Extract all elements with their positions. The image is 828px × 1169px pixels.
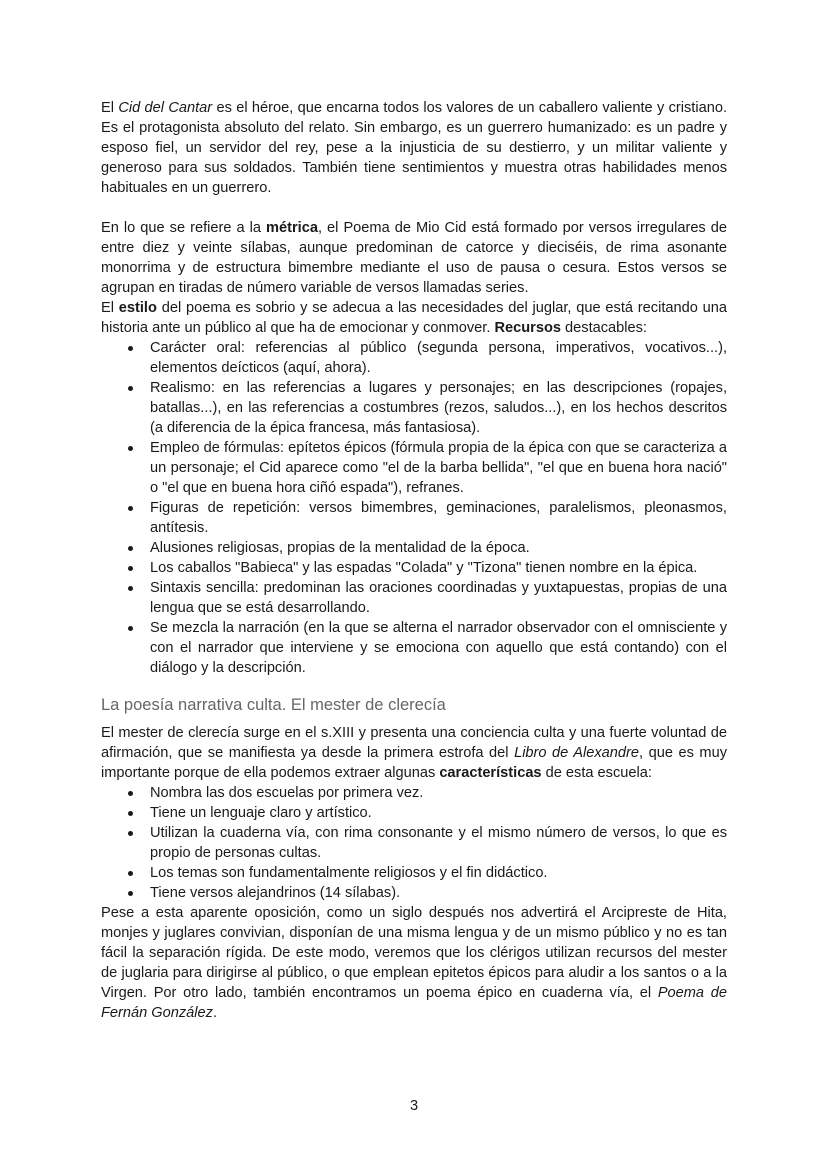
paragraph-cid-hero xyxy=(101,98,727,198)
list-item: Tiene un lenguaje claro y artístico. xyxy=(101,803,727,823)
list-item: Figuras de repetición: versos bimembres, geminaciones, paralelismos, pleonasmos, antítesis. xyxy=(101,498,727,538)
text-run: El mester de clerecía surge en el s.XIII y presenta una conciencia culta y una fuerte voluntad de afirmación, que se manifiesta ya desde la primera estrofa del xyxy=(101,725,727,761)
text-run: , que es muy importante porque de ella podemos extraer algunas xyxy=(101,745,728,781)
bold-term: métrica xyxy=(266,220,318,236)
section-heading: La poesía narrativa culta. El mester de clerecía xyxy=(101,696,446,714)
document-page xyxy=(101,98,727,1023)
text-run: Pese a esta aparente oposición, como un siglo después nos advertirá el Arcipreste de Hita, monjes y juglares convivian, disponían de una misma lengua y de un mismo público y no es tan fácil la separación rígida. De este modo, veremos que los clérigos utilizan recursos del mester de juglaria para dirigirse al público, o que emplean epitetos épicos para aludir a los santos o a la Virgen. Por otro lado, también encontramos un poema épico en cuaderna vía, el xyxy=(101,905,727,1001)
paragraph-oposicion xyxy=(101,903,727,1023)
text-run: , el Poema de Mio Cid está formado por versos irregulares de entre diez y veinte sílabas, aunque predominan de catorce y dieciséis, de rima asonante monorrima y de estructura bimembre mediante el uso de pausa o cesura. Estos versos se agrupan en tiradas de número variable de versos llamadas series. xyxy=(101,220,727,296)
bold-term: características xyxy=(439,765,542,781)
list-item: Alusiones religiosas, propias de la mentalidad de la época. xyxy=(101,538,727,558)
list-item: Utilizan la cuaderna vía, con rima consonante y el mismo número de versos, lo que es propio de personas cultas. xyxy=(101,823,727,863)
text-run: destacables: xyxy=(560,320,647,336)
list-item: Realismo: en las referencias a lugares y personajes; en las descripciones (ropajes, batallas...), en las referencias a costumbres (rezos, saludos...), en los hechos descritos (a diferencia de la épica francesa, más fantasiosa). xyxy=(101,378,727,438)
recursos-list xyxy=(101,338,727,678)
list-item: Nombra las dos escuelas por primera vez. xyxy=(101,783,727,803)
list-item: Empleo de fórmulas: epítetos épicos (fórmula propia de la épica con que se caracteriza a un personaje; el Cid aparece como "el de la barba bellida", "el que en buena hora nació" o "el que en buena hora ciñó espada"), refranes. xyxy=(101,438,727,498)
text-run: de esta escuela: xyxy=(541,765,652,781)
list-item: Tiene versos alejandrinos (14 sílabas). xyxy=(101,883,727,903)
paragraph-estilo xyxy=(101,298,727,338)
list-item: Carácter oral: referencias al público (segunda persona, imperativos, vocativos...), elementos deícticos (aquí, ahora). xyxy=(101,338,727,378)
text-run: En lo que se refiere a la xyxy=(101,220,267,236)
list-item: Se mezcla la narración (en la que se alterna el narrador observador con el omnisciente y con el narrador que interviene y se emociona con aquello que está contando) con el diálogo y la descripción. xyxy=(101,618,727,678)
text-run: . xyxy=(212,1005,218,1021)
italic-title: Cid del Cantar xyxy=(118,100,213,116)
list-item: Sintaxis sencilla: predominan las oraciones coordinadas y yuxtapuestas, propias de una lengua que se está desarrollando. xyxy=(101,578,727,618)
italic-title: Libro de Alexandre xyxy=(514,745,640,761)
bold-term: estilo xyxy=(118,300,157,316)
caracteristicas-list xyxy=(101,783,727,903)
list-item: Los temas son fundamentalmente religiosos y el fin didáctico. xyxy=(101,863,727,883)
paragraph-clerecia xyxy=(101,723,727,783)
text-run: El xyxy=(101,300,119,316)
list-item: Los caballos "Babieca" y las espadas "Colada" y "Tizona" tienen nombre en la épica. xyxy=(101,558,727,578)
italic-title: Poema de Fernán González xyxy=(101,985,728,1021)
text-run: El xyxy=(101,100,119,116)
paragraph-metrica xyxy=(101,218,727,298)
text-run: es el héroe, que encarna todos los valores de un caballero valiente y cristiano. Es el protagonista absoluto del relato. Sin embargo, es un guerrero humanizado: es un padre y esposo fiel, un servidor del rey, pese a la injusticia de su destierro, y un militar valiente y generoso para sus soldados. También tiene sentimientos y muestra otras habilidades menos habituales en un guerrero. xyxy=(101,100,727,196)
text-run: del poema es sobrio y se adecua a las necesidades del juglar, que está recitando una historia ante un público al que ha de emocionar y conmover. xyxy=(101,300,727,336)
page-number: 3 xyxy=(409,1098,419,1114)
paragraph-spacer xyxy=(101,198,727,218)
bold-term: Recursos xyxy=(494,320,561,336)
